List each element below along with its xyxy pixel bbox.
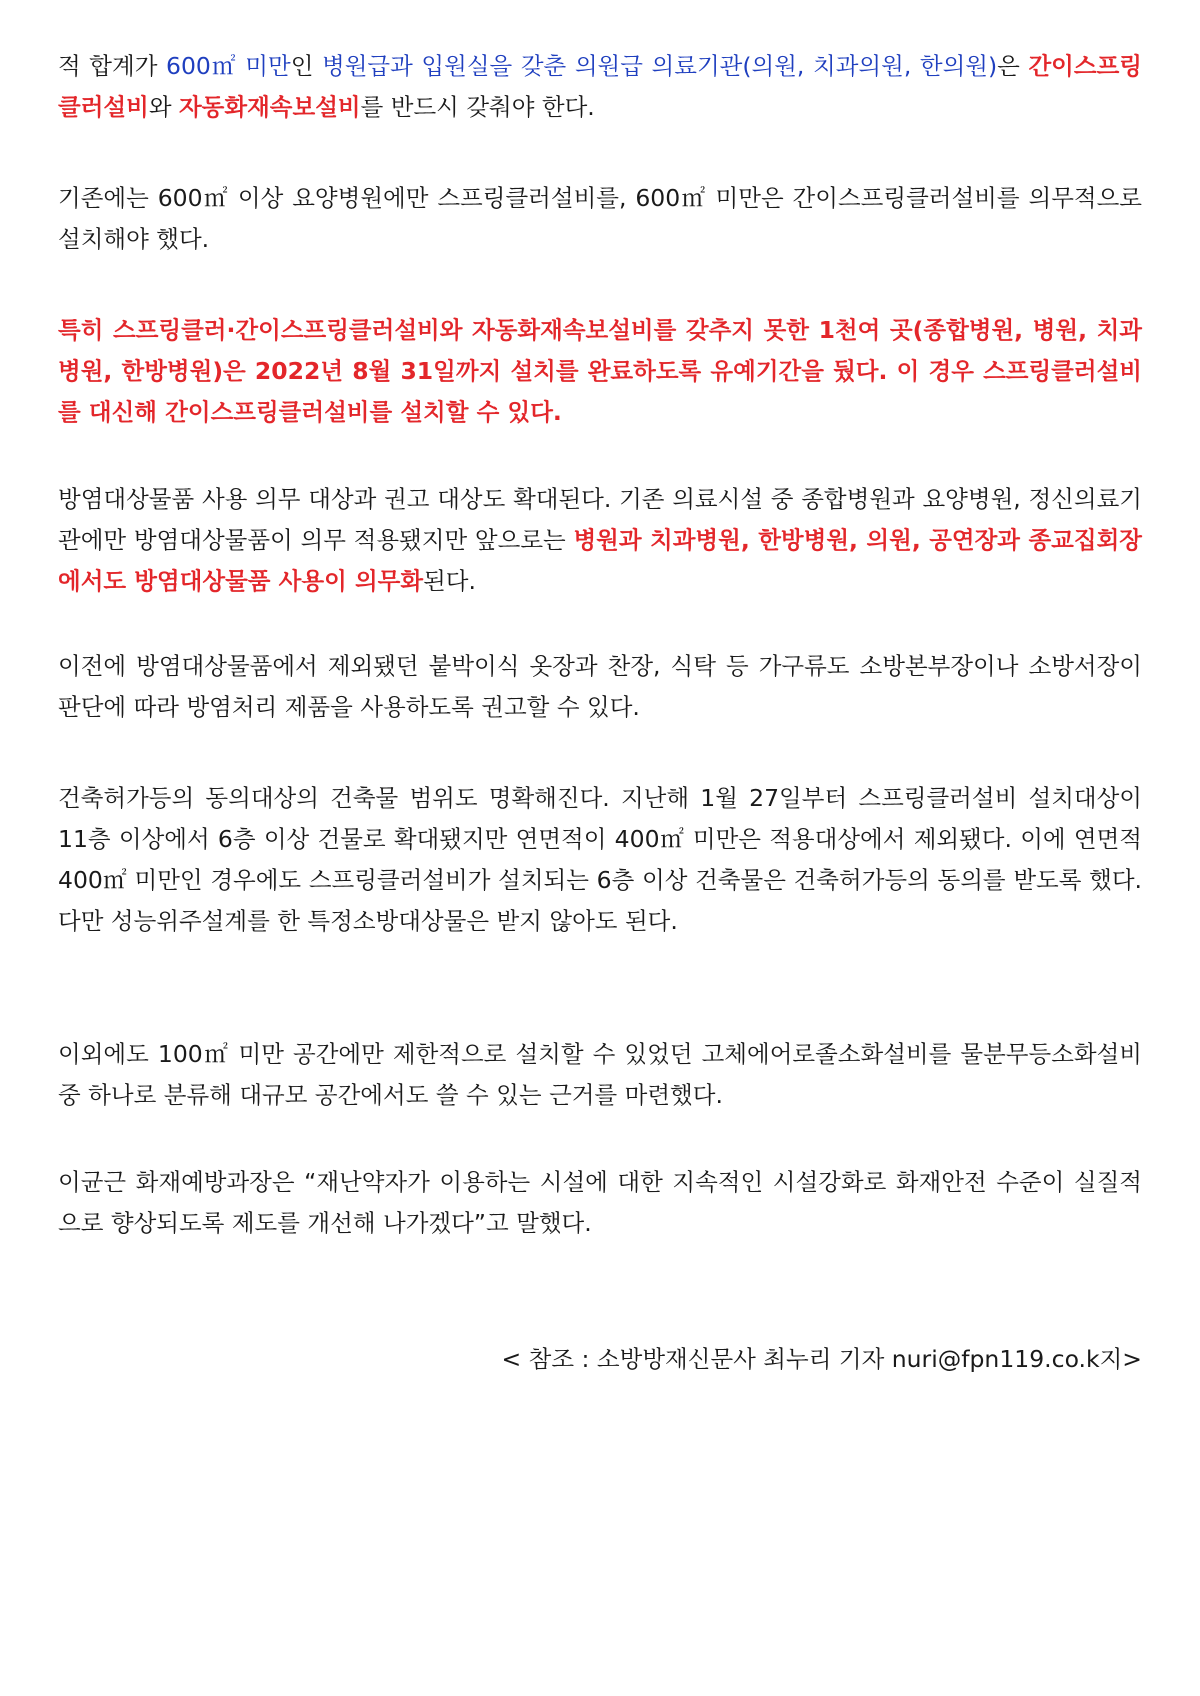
p1-highlight-facilities: 병원급과 입원실을 갖춘 의원급 의료기관(의원, 치과의원, 한의원) xyxy=(322,52,998,80)
paragraph-2: 기존에는 600㎡ 이상 요양병원에만 스프링클러설비를, 600㎡ 미만은 간이스프링클러설비를 의무적으로 설치해야 했다. xyxy=(58,184,1142,253)
p1-text-3: 은 xyxy=(997,52,1029,80)
p4-text-2: 된다. xyxy=(423,567,476,595)
p4-highlight-mandatory: 병원과 치과병원, 한방병원, 의원, 공연장과 종교집회장에서도 방염대상물품 사용이 의무화 xyxy=(58,526,1142,595)
p1-text-5: 를 반드시 갖춰야 한다. xyxy=(360,93,595,121)
paragraph-4 xyxy=(58,479,1142,602)
p1-text-2: 인 xyxy=(290,52,322,80)
reference-line: < 참조 : 소방방재신문사 최누리 기자 nuri@fpn119.co.k지> xyxy=(501,1345,1142,1373)
paragraph-6: 건축허가등의 동의대상의 건축물 범위도 명확해진다. 지난해 1월 27일부터 스프링클러설비 설치대상이 11층 이상에서 6층 이상 건물로 확대됐지만 연면적이 400㎡ 미만은 적용대상에서 제외됐다. 이에 연면적 400㎡ 미만인 경우에도 스프링클러설비가 설치되는 6층 이상 건축물은 건축허가등의 동의를 받도록 했다. 다만 성능위주설계를 한 특정소방대상물은 받지 않아도 된다. xyxy=(58,784,1142,935)
p1-text-4: 와 xyxy=(148,93,179,121)
p4-text-1: 방염대상물품 사용 의무 대상과 권고 대상도 확대된다. 기존 의료시설 중 종합병원과 요양병원, 정신의료기관에만 방염대상물품이 의무 적용됐지만 앞으로는 xyxy=(58,485,1142,554)
paragraph-7: 이외에도 100㎡ 미만 공간에만 제한적으로 설치할 수 있었던 고체에어로졸소화설비를 물분무등소화설비 중 하나로 분류해 대규모 공간에서도 쓸 수 있는 근거를 마련했다. xyxy=(58,1040,1142,1109)
paragraph-8-quote: 이균근 화재예방과장은 “재난약자가 이용하는 시설에 대한 지속적인 시설강화로 화재안전 수준이 실질적으로 향상되도록 제도를 개선해 나가겠다”고 말했다. xyxy=(58,1168,1142,1237)
paragraph-1 xyxy=(58,46,1142,128)
p1-highlight-area: 600㎡ 미만 xyxy=(166,52,291,80)
p1-highlight-simple-sprinkler: 간이스프링클러설비 xyxy=(58,52,1142,121)
p1-text-1: 적 합계가 xyxy=(58,52,167,80)
paragraph-5: 이전에 방염대상물품에서 제외됐던 붙박이식 옷장과 찬장, 식탁 등 가구류도 소방본부장이나 소방서장이 판단에 따라 방염처리 제품을 사용하도록 권고할 수 있다. xyxy=(58,652,1142,721)
paragraph-3-notice: 특히 스프링클러·간이스프링클러설비와 자동화재속보설비를 갖추지 못한 1천여 곳(종합병원, 병원, 치과병원, 한방병원)은 2022년 8월 31일까지 설치를 완료하도록 유예기간을 뒀다. 이 경우 스프링클러설비를 대신해 간이스프링클러설비를 설치할 수 있다. xyxy=(58,316,1142,426)
p1-highlight-fire-alarm: 자동화재속보설비 xyxy=(178,93,361,121)
